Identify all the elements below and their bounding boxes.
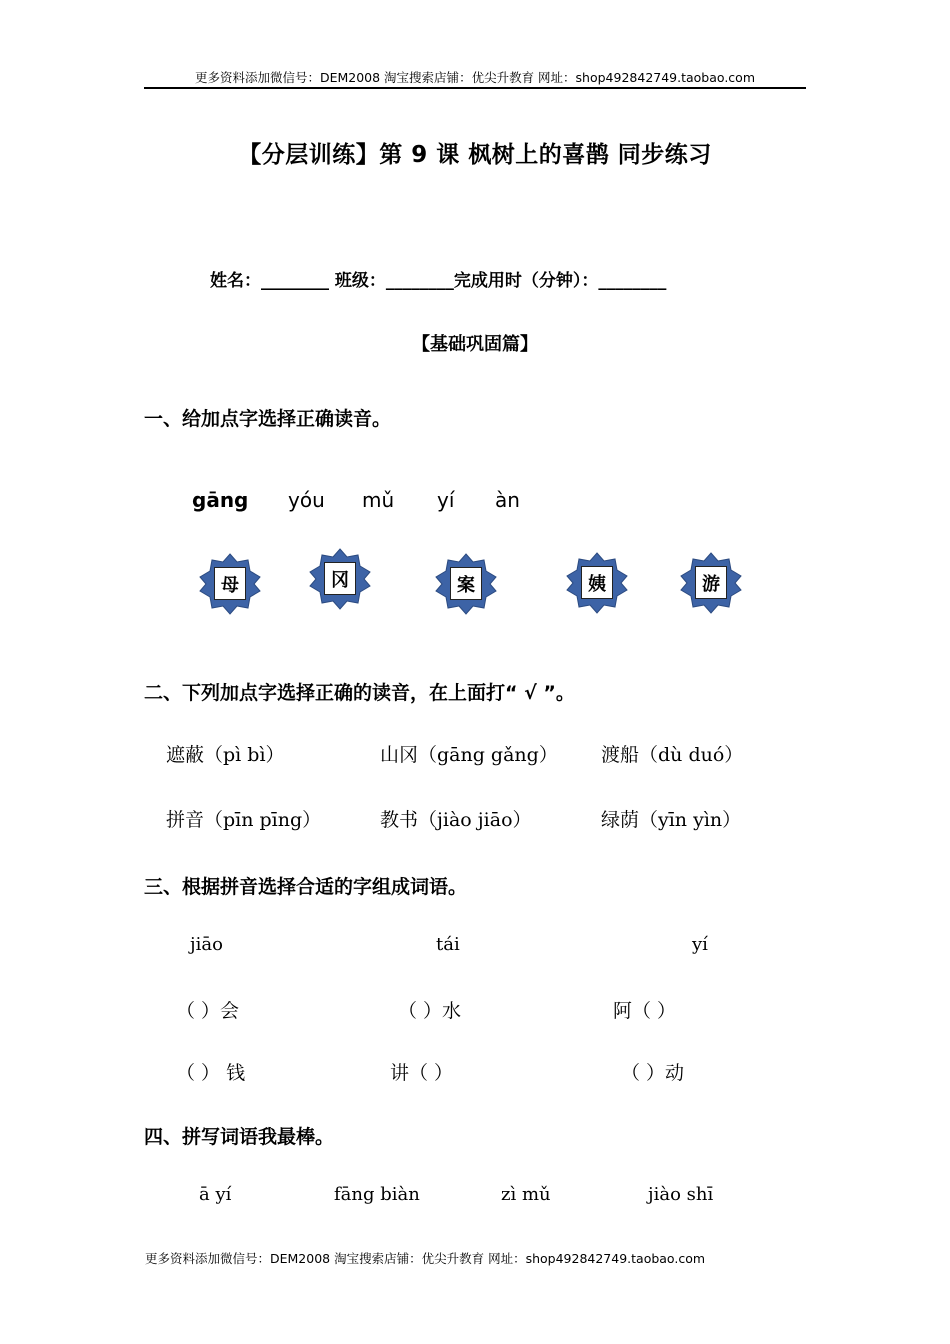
name-blank[interactable]: ________ xyxy=(261,271,329,291)
time-blank[interactable]: ________ xyxy=(598,271,667,291)
q4-pinyin-3: zì mǔ xyxy=(501,1184,551,1205)
q1-char-badge-3[interactable] xyxy=(435,553,497,615)
question-4-heading: 四、拼写词语我最棒。 xyxy=(144,1126,335,1148)
class-blank[interactable]: ________ xyxy=(385,271,454,291)
q3-pinyin-3: yí xyxy=(692,934,708,955)
q1-pinyin-1: gāng xyxy=(192,488,249,512)
header-divider xyxy=(144,87,806,89)
q2-item[interactable]: 绿荫（yīn yìn） xyxy=(601,809,742,831)
header-note: 更多资料添加微信号：DEM2008 淘宝搜索店铺：优尖升教育 网址：shop492842749.taobao.com xyxy=(194,70,756,85)
section-heading: 【基础巩固篇】 xyxy=(412,334,538,355)
q1-char-badge-1[interactable] xyxy=(199,553,261,615)
q1-char-badge-2[interactable] xyxy=(309,548,371,610)
q1-char-5: 游 xyxy=(695,566,727,599)
name-label: 姓名： xyxy=(210,271,261,291)
q4-pinyin-2: fāng biàn xyxy=(334,1184,420,1205)
time-label: 完成用时（分钟）： xyxy=(453,271,599,291)
question-2-heading: 二、下列加点字选择正确的读音，在上面打“ √ ”。 xyxy=(144,682,575,704)
q3-pinyin-2: tái xyxy=(436,934,460,955)
q2-item[interactable]: 渡船（dù duó） xyxy=(601,744,744,766)
footer-note: 更多资料添加微信号：DEM2008 淘宝搜索店铺：优尖升教育 网址：shop492842749.taobao.com xyxy=(145,1251,706,1266)
q1-char-2: 冈 xyxy=(324,562,356,595)
q2-item[interactable]: 教书（jiào jiāo） xyxy=(380,809,532,831)
q1-char-badge-5[interactable] xyxy=(680,552,742,614)
student-info-line xyxy=(210,266,666,291)
q3-pinyin-1: jiāo xyxy=(190,934,223,955)
q1-char-3: 案 xyxy=(450,567,482,600)
q3-blank-item[interactable]: 讲（ ） xyxy=(390,1062,454,1084)
question-1-heading: 一、给加点字选择正确读音。 xyxy=(144,408,392,430)
q3-blank-item[interactable]: （ ）水 xyxy=(398,1000,462,1022)
q4-pinyin-4: jiào shī xyxy=(648,1184,714,1205)
question-3-heading: 三、根据拼音选择合适的字组成词语。 xyxy=(144,876,468,898)
q2-item[interactable]: 拼音（pīn pīng） xyxy=(166,809,322,831)
q1-pinyin-3: mǔ xyxy=(362,488,395,512)
q3-blank-item[interactable]: 阿（ ） xyxy=(613,1000,677,1022)
q2-item[interactable]: 遮蔽（pì bì） xyxy=(166,744,285,766)
class-label: 班级： xyxy=(334,271,386,291)
q1-char-badge-4[interactable] xyxy=(566,552,628,614)
q1-char-1: 母 xyxy=(214,567,246,600)
q3-blank-item[interactable]: （ ） 钱 xyxy=(176,1062,246,1084)
q2-item[interactable]: 山冈（gāng gǎng） xyxy=(380,744,558,766)
q1-pinyin-4: yí xyxy=(437,488,455,512)
q1-pinyin-5: àn xyxy=(495,488,520,512)
q3-blank-item[interactable]: （ ）会 xyxy=(176,1000,240,1022)
q4-pinyin-1: ā yí xyxy=(199,1184,232,1205)
q1-pinyin-2: yóu xyxy=(288,488,325,512)
q1-char-4: 姨 xyxy=(581,566,613,599)
q3-blank-item[interactable]: （ ）动 xyxy=(621,1062,685,1084)
page-title: 【分层训练】第 9 课 枫树上的喜鹊 同步练习 xyxy=(238,142,712,168)
